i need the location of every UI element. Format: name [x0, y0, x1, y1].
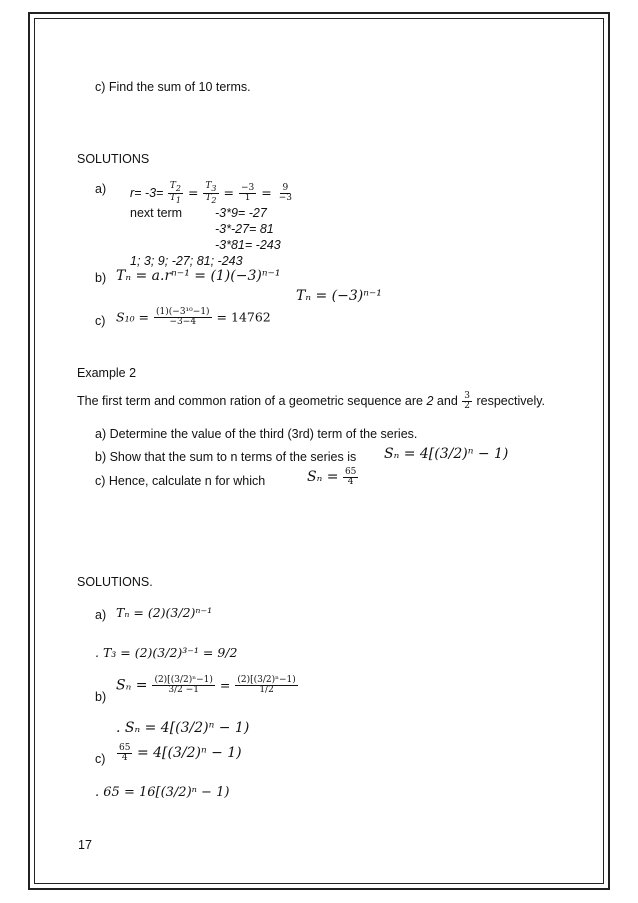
sum-n-numerator: 65	[344, 467, 357, 477]
example-2-question-c: c) Hence, calculate n for which	[95, 474, 266, 488]
sum-n-formula: Sₙ = 4[(3/2)ⁿ − 1)	[384, 446, 509, 462]
example-2-heading: Example 2	[77, 366, 137, 380]
sum-n-lhs: Sₙ =	[307, 469, 339, 486]
sum-frac1-denominator: 3/2 −1	[168, 685, 199, 696]
solve-n-step: . 65 = 16[(3/2)ⁿ − 1)	[95, 785, 230, 800]
sum-10-formula	[116, 308, 271, 328]
ratio-denominator: 2	[464, 401, 470, 412]
example-2-intro	[77, 392, 545, 412]
page-number: 17	[78, 838, 92, 852]
general-term-formula: Tₙ = a.rⁿ⁻¹ = (1)(−3)ⁿ⁻¹	[116, 268, 281, 284]
solve-n-rhs: = 4[(3/2)ⁿ − 1)	[136, 745, 242, 762]
sol2-b-label: b)	[95, 690, 107, 704]
sum-10-result: = 14762	[216, 309, 271, 325]
sum-derivation-lhs: Sₙ =	[116, 677, 148, 694]
next-term-label: next term	[130, 206, 183, 220]
solutions-heading-2: SOLUTIONS.	[77, 575, 153, 589]
sol2-c-label: c)	[95, 752, 106, 766]
third-term-result: . T₃ = (2)(3/2)³⁻¹ = 9/2	[95, 645, 238, 660]
sum-n-value	[307, 468, 359, 488]
general-term-result: Tₙ = (−3)ⁿ⁻¹	[296, 288, 382, 304]
calc-line-3: -3*81= -243	[215, 238, 281, 252]
ratio-numerator: 3	[464, 391, 470, 401]
sum-10-numerator: (1)(−3¹⁰−1)	[156, 307, 210, 317]
solve-n-numerator: 65	[119, 743, 131, 753]
sequence-terms: 1; 3; 9; -27; 81; -243	[130, 254, 243, 268]
sum-n-denominator: 4	[347, 477, 354, 488]
sum-simplified: . Sₙ = 4[(3/2)ⁿ − 1)	[116, 720, 250, 736]
ratio-fractions: $\frac{T_2}{T_1}$ = $\frac{T_3}{T_2}$ = $\frac{-3}{1}$ = $\frac{9}{-3}$	[169, 181, 292, 205]
intro-after: respectively.	[476, 394, 546, 409]
example-2-question-a: a) Determine the value of the third (3rd) term of the series.	[95, 427, 418, 441]
sum-10-denominator: −3−4	[169, 317, 197, 328]
ratio-line	[130, 182, 295, 205]
example-2-question-b: b) Show that the sum to n terms of the series is	[95, 450, 357, 464]
sol2-a-label: a)	[95, 608, 107, 622]
sum-10-lhs: S₁₀ =	[116, 309, 150, 325]
third-term-general: Tₙ = (2)(3/2)ⁿ⁻¹	[116, 605, 213, 620]
part-c-question: c) Find the sum of 10 terms.	[95, 80, 251, 94]
calc-line-1: -3*9= -27	[215, 206, 267, 220]
intro-text: The first term and common ration of a geometric sequence are	[77, 394, 423, 409]
sum-derivation: Sₙ = $\frac{\text{(2)[(3/2)ⁿ−1)}}{3/2 -1}$ = $\frac{\text{(2)[(3/2)ⁿ−1)}}{1/2}$	[116, 675, 296, 696]
sum-frac2-denominator: 1/2	[259, 685, 274, 696]
solve-n-denominator: 4	[121, 753, 128, 764]
intro-and: and	[436, 394, 458, 409]
sum-frac2-numerator: (2)[(3/2)ⁿ−1)	[237, 675, 296, 685]
first-term-value: 2	[426, 394, 434, 409]
solutions-heading: SOLUTIONS	[77, 152, 150, 166]
calc-line-2: -3*-27= 81	[215, 222, 274, 236]
sol1-b-label: b)	[95, 271, 107, 285]
sol1-c-label: c)	[95, 314, 106, 328]
sum-frac1-numerator: (2)[(3/2)ⁿ−1)	[154, 675, 213, 685]
ratio-prefix: r= -3=	[130, 186, 164, 201]
sol1-a-label: a)	[95, 182, 107, 196]
solve-n-equation	[116, 744, 242, 764]
